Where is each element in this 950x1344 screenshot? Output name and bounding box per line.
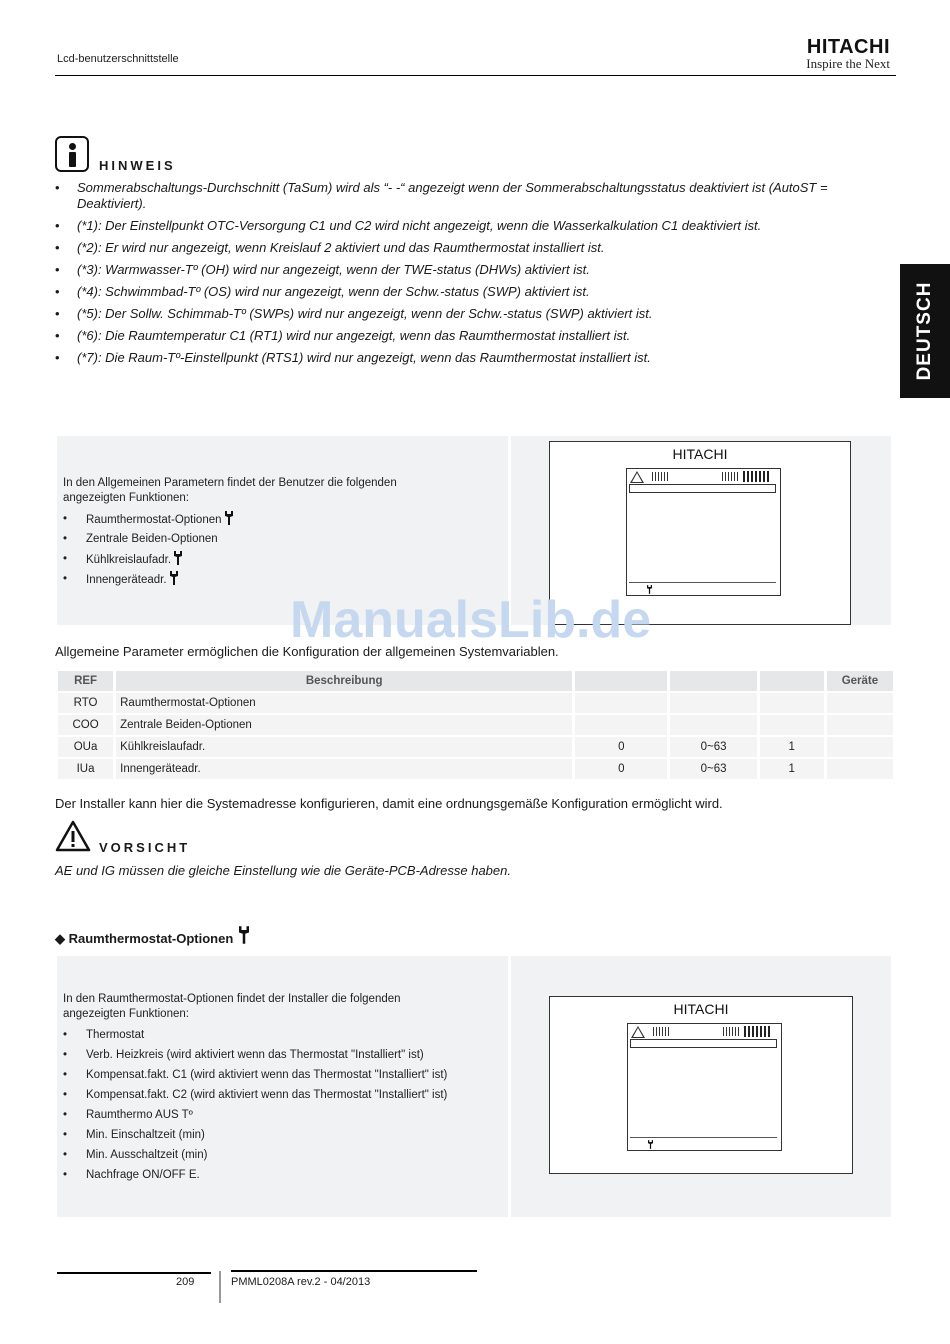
- wrench-icon: [225, 511, 233, 525]
- note-title: HINWEIS: [99, 158, 176, 173]
- lcd-controller: [549, 996, 853, 1174]
- caution-text: AE und IG müssen die gleiche Einstellung wie die Geräte-PCB-Adresse haben.: [55, 863, 511, 878]
- lcd-status-digits: [652, 472, 668, 481]
- general-panel-list: [63, 511, 463, 591]
- note-item: • (*7): Die Raum-Tº-Einstellpunkt (RTS1) wird nur angezeigt, wenn das Raumthermostat installiert ist.: [55, 350, 900, 366]
- thermostat-item: • Min. Einschaltzeit (min): [63, 1127, 503, 1147]
- lcd-date-digits: [722, 472, 740, 481]
- general-item-indoor-address: • Innengeräteadr.: [63, 571, 463, 591]
- document-id: PMML0208A rev.2 - 04/2013: [231, 1276, 371, 1288]
- thermostat-item: • Thermostat: [63, 1027, 503, 1047]
- lcd-clock-digits: [744, 1026, 772, 1037]
- lcd-screen: [626, 468, 781, 596]
- brand-name: HITACHI: [806, 36, 890, 58]
- lcd-clock-digits: [743, 471, 771, 482]
- thermostat-panel-list: [63, 1027, 503, 1187]
- lcd-footer-line: [630, 1137, 777, 1138]
- col-units: Geräte: [827, 671, 893, 691]
- thermostat-item: • Min. Ausschaltzeit (min): [63, 1147, 503, 1167]
- general-panel-intro: In den Allgemeinen Parametern findet der Benutzer die folgenden angezeigten Funktionen:: [63, 477, 397, 504]
- wrench-icon: [648, 1140, 653, 1149]
- col-range: [670, 671, 756, 691]
- general-parameters-table: [55, 669, 896, 781]
- note-item: • (*5): Der Sollw. Schimmab-Tº (SWPs) wird nur angezeigt, wenn der Schw.-status (SWP) aktiviert ist.: [55, 306, 900, 322]
- warning-icon: [630, 471, 644, 483]
- language-tab: [900, 264, 950, 398]
- header-rule: [55, 75, 896, 76]
- brand-logo: [806, 37, 890, 71]
- note-item: • (*6): Die Raumtemperatur C1 (RT1) wird nur angezeigt, wenn das Raumthermostat installiert ist.: [55, 328, 900, 344]
- table-row: OUa Kühlkreislaufadr. 0 0~63 1: [58, 737, 893, 757]
- footer-rule-right: [231, 1270, 477, 1272]
- warning-icon: [631, 1026, 645, 1038]
- footer-separator: [219, 1271, 221, 1303]
- table-row: RTO Raumthermostat-Optionen: [58, 693, 893, 713]
- lcd-date-digits: [723, 1027, 741, 1036]
- lcd-brand: HITACHI: [672, 446, 728, 462]
- col-description: Beschreibung: [116, 671, 572, 691]
- general-item-room-thermostat: • Raumthermostat-Optionen: [63, 511, 463, 531]
- running-header: Lcd-benutzerschnittstelle: [57, 53, 179, 65]
- thermostat-item: • Verb. Heizkreis (wird aktiviert wenn das Thermostat "Installiert" ist): [63, 1047, 503, 1067]
- footer-rule-left: [57, 1272, 211, 1274]
- warning-icon: [55, 820, 91, 852]
- page-number: 209: [176, 1276, 195, 1288]
- thermostat-panel-intro: In den Raumthermostat-Optionen findet der Installer die folgenden angezeigten Funktionen:: [63, 993, 401, 1020]
- note-item: • (*2): Er wird nur angezeigt, wenn Kreislauf 2 aktiviert und das Raumthermostat installiert ist.: [55, 240, 900, 256]
- thermostat-item: • Raumthermo AUS Tº: [63, 1107, 503, 1127]
- brand-tagline: Inspire the Next: [806, 56, 890, 71]
- section-heading: ◆ Raumthermostat-Optionen: [55, 924, 249, 947]
- watermark: ManualsLib.de: [290, 591, 652, 649]
- caution-title: VORSICHT: [99, 840, 191, 855]
- thermostat-item: • Kompensat.fakt. C2 (wird aktiviert wenn das Thermostat "Installiert" ist): [63, 1087, 503, 1107]
- table-row: COO Zentrale Beiden-Optionen: [58, 715, 893, 735]
- diamond-bullet-icon: ◆: [55, 931, 69, 946]
- installer-text: Der Installer kann hier die Systemadresse konfigurieren, damit eine ordnungsgemäße Konfiguration ermöglicht wird.: [55, 796, 723, 811]
- lcd-status-digits: [653, 1027, 669, 1036]
- thermostat-panel-text-area: [57, 956, 508, 1217]
- note-item: • Sommerabschaltungs-Durchschnitt (TaSum) wird als “- -“ angezeigt wenn der Sommerabschaltungsstatus deaktiviert ist (AutoST = Deaktiviert).: [55, 180, 900, 212]
- wrench-icon: [174, 551, 182, 565]
- info-icon: [55, 136, 89, 172]
- col-step: [760, 671, 824, 691]
- table-intro: Allgemeine Parameter ermöglichen die Konfiguration der allgemeinen Systemvariablen.: [55, 644, 559, 659]
- col-default: [575, 671, 667, 691]
- note-item: • (*4): Schwimmbad-Tº (OS) wird nur angezeigt, wenn der Schw.-status (SWP) aktiviert ist.: [55, 284, 900, 300]
- note-item: • (*1): Der Einstellpunkt OTC-Versorgung C1 und C2 wird nicht angezeigt, wenn die Wasserkalkulation C1 deaktiviert ist.: [55, 218, 900, 234]
- thermostat-item: • Nachfrage ON/OFF E.: [63, 1167, 503, 1187]
- lcd-footer-line: [629, 582, 776, 583]
- general-item-refrigerant-address: • Kühlkreislaufadr.: [63, 551, 463, 571]
- note-item: • (*3): Warmwasser-Tº (OH) wird nur angezeigt, wenn der TWE-status (DHWs) aktiviert ist.: [55, 262, 900, 278]
- table-header-row: [58, 671, 893, 691]
- general-item-central-options: • Zentrale Beiden-Optionen: [63, 531, 463, 551]
- note-list: [55, 180, 900, 372]
- lcd-selection-bar: [630, 1039, 777, 1048]
- table-row: IUa Innengeräteadr. 0 0~63 1: [58, 759, 893, 779]
- thermostat-item: • Kompensat.fakt. C1 (wird aktiviert wenn das Thermostat "Installiert" ist): [63, 1067, 503, 1087]
- lcd-screen: [627, 1023, 782, 1151]
- lcd-selection-bar: [629, 484, 776, 493]
- wrench-icon: [239, 924, 249, 946]
- thermostat-panel-lcd-area: [511, 956, 891, 1217]
- wrench-icon: [170, 571, 178, 585]
- language-tab-label: DEUTSCH: [914, 281, 935, 381]
- col-ref: REF: [58, 671, 113, 691]
- lcd-brand: HITACHI: [673, 1001, 729, 1017]
